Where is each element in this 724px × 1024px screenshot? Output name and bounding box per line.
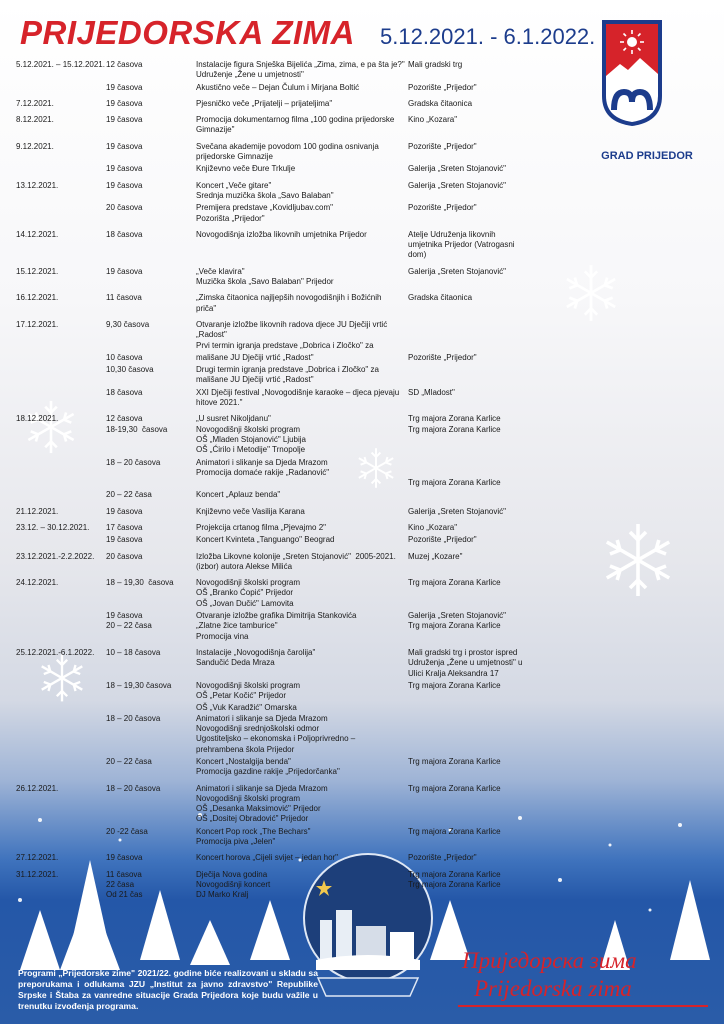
event-place: Galerija „Sreten Stojanović" (408, 164, 506, 174)
event-title: Animatori i slikanje sa Djeda Mrazom Promocija domaće rakije „Radanović" (196, 457, 330, 477)
schedule-row (16, 853, 536, 863)
event-title: Koncert horova „Cijeli svijet – jedan hor" (196, 853, 339, 863)
event-title: Novogodišnji školski program OŠ „Petar Kočić" Prijedor (196, 680, 301, 701)
event-date: 13.12.2021. (16, 180, 59, 190)
event-place: Gradska čitaonica (408, 293, 473, 303)
event-time: 19 časova (106, 82, 143, 92)
event-title: Koncert Pop rock „The Bechars" Promocija piva „Jelen" (196, 826, 311, 847)
event-date: 25.12.2021.-6.1.2022. (16, 647, 95, 657)
event-title: mališane JU Dječiji vrtić „Radost" (196, 352, 314, 362)
festival-dates: 5.12.2021. - 6.1.2022. (380, 24, 596, 49)
event-time: 20 -22 časa (106, 826, 148, 836)
schedule-row (16, 83, 536, 93)
event-title: Premijera predstave „Kovidljubav.com" Pozorišta „Prijedor" (196, 203, 333, 223)
event-title: Projekcija crtanog filma „Pjevajmo 2" (196, 522, 326, 532)
event-place: Kino „Kozara" (408, 115, 458, 125)
schedule-row (16, 293, 536, 314)
event-time: 18 – 20 časova (106, 457, 161, 467)
event-place: Pozorište „Prijedor" (408, 352, 477, 362)
event-place: Trg majora Zorana Karlice (408, 783, 501, 793)
event-title: Izložba Likovne kolonije „Sreten Stojanović" 2005-2021. (izbor) autora Alekse Milića (196, 551, 396, 571)
event-time: 19 časova (106, 535, 143, 545)
event-date: 7.12.2021. (16, 98, 54, 108)
schedule-row (16, 784, 536, 825)
event-title: „Veče klavira" Muzička škola „Savo Balaban" Prijedor (196, 266, 334, 287)
schedule-row (16, 611, 536, 642)
event-time: 10 – 18 časova (106, 647, 161, 657)
event-time: 10 časova (106, 352, 143, 362)
event-date: 21.12.2021. (16, 506, 59, 516)
event-title: Animatori i slikanje sa Djeda Mrazom Novogodišnji školski program OŠ „Desanka Maksimović" Prijedor OŠ „Dositej Obradović" Prijedor (196, 783, 328, 824)
schedule-row (16, 490, 536, 500)
event-time: 19 časova (106, 164, 143, 174)
schedule-row (16, 164, 536, 174)
event-date: 27.12.2021. (16, 853, 59, 863)
footnote: Programi „Prijedorske zime" 2021/22. godine biće realizovani u skladu sa preporukama i odlukama JZU „Institut za javno zdravstvo" Republike Srpske i Štaba za vanredne situacije Grada Prijedora koje budu važile u trenutku izvođenja programa. (18, 968, 318, 1011)
event-place: Muzej „Kozare" (408, 551, 463, 561)
event-time: 20 časova (106, 203, 143, 213)
event-time: 20 časova (106, 551, 143, 561)
event-time: 20 – 22 časa (106, 490, 152, 500)
event-place: Pozorište „Prijedor" (408, 141, 477, 151)
event-date: 16.12.2021. (16, 293, 59, 303)
event-time: 19 časova (106, 506, 143, 516)
event-title: Akustično veče – Dejan Čulum i Mirjana Boltić (196, 82, 360, 92)
event-place: Atelje Udruženja likovnih umjetnika Prijedor (Vatrogasni dom) (408, 229, 515, 260)
event-time: 12 časova 18-19,30 časova (106, 414, 168, 434)
event-time: 19 časova (106, 98, 143, 108)
event-date: 26.12.2021. (16, 783, 59, 793)
event-time: 18 časova (106, 229, 143, 239)
brand-latin: Prijedorska zima (474, 976, 632, 1001)
event-title: Promocija dokumentarnog filma „100 godina prijedorske Gimnazije" (196, 115, 395, 135)
schedule-row (16, 681, 536, 702)
event-title: Dječija Nova godina Novogodišnji koncert DJ Marko Kralj (196, 869, 271, 900)
event-date: 23.12.2021.-2.2.2022. (16, 551, 95, 561)
event-time: 11 časova (106, 293, 142, 303)
event-time: 18 – 19,30 časova (106, 680, 172, 690)
event-date: 14.12.2021. (16, 229, 59, 239)
event-time: 18 časova (106, 387, 143, 397)
event-time: 10,30 časova (106, 365, 154, 375)
event-title: „Zimska čitaonica najljepših novogodišnjih i Božićnih priča" (196, 293, 382, 313)
event-time: 12 časova (106, 60, 143, 69)
schedule-row (16, 181, 536, 202)
event-place: Mali gradski trg (408, 60, 463, 69)
city-crest-icon (600, 18, 664, 128)
schedule-row (16, 523, 536, 533)
event-title: Koncert „Nostalgija benda" Promocija gazdine rakije „Prijedorčanka" (196, 756, 340, 777)
event-time: 19 časova 20 – 22 časa (106, 611, 152, 631)
schedule-row (16, 414, 536, 455)
event-date: 9.12.2021. (16, 141, 54, 151)
schedule-row (16, 552, 536, 573)
schedule-row (16, 142, 536, 163)
schedule-row (16, 507, 536, 517)
event-time: 19 časova (106, 266, 143, 276)
event-time: 17 časova (106, 522, 143, 532)
event-place: Pozorište „Prijedor" (408, 853, 477, 863)
event-time: 18 – 20 časova (106, 783, 161, 793)
event-schedule (16, 58, 536, 901)
event-place: Trg majora Zorana Karlice (408, 826, 501, 836)
schedule-row (16, 535, 536, 545)
event-title: Instalacije figura Snješka Bijelića „Zima, zima, e pa šta je?" Udruženje „Žene u umjetnosti" (196, 60, 405, 80)
snowflake-icon (560, 262, 622, 324)
event-title: Drugi termin igranja predstave „Dobrica i Zločko" za mališane JU Dječiji vrtić „Radost" (196, 365, 379, 385)
event-date: 17.12.2021. (16, 319, 59, 329)
event-place: Galerija „Sreten Stojanović" (408, 266, 506, 276)
event-place: Gradska čitaonica (408, 98, 473, 108)
schedule-row (16, 230, 536, 261)
event-place: Trg majora Zorana Karlice Trg majora Zorana Karlice (408, 414, 501, 434)
city-name: GRAD PRIJEDOR (601, 150, 693, 162)
event-title: „U susret Nikoljdanu" Novogodišnji školski program OŠ „Mladen Stojanović" Ljubija OŠ „Ćirilo i Metodije" Trnopolje (196, 414, 307, 455)
schedule-row (16, 203, 536, 224)
event-time: 18 – 19,30 časova (106, 578, 174, 588)
schedule-row (16, 267, 536, 288)
schedule-row (16, 870, 536, 901)
schedule-row (16, 60, 536, 81)
event-title: Novogodišnji školski program OŠ „Branko Ćopić" Prijedor OŠ „Jovan Dučić" Lamovita (196, 578, 301, 608)
event-place: Mali gradski trg i prostor ispred Udruženja „Žene u umjetnosti" u Ulici Kralja Aleksandra 17 (408, 647, 523, 678)
event-title: Pjesničko veče „Prijatelji – prijateljima" (196, 98, 333, 108)
schedule-row (16, 320, 536, 351)
event-date: 31.12.2021. (16, 869, 59, 879)
event-title: Otvaranje izložbe likovnih radova djece JU Dječiji vrtić „Radost" Prvi termin igranja predstave „Dobrica i Zločko" za (196, 319, 388, 350)
event-time: 11 časova 22 časa Od 21 čas (106, 869, 143, 900)
snowflake-icon (598, 520, 678, 600)
schedule-row (16, 388, 536, 409)
event-time: 19 časova (106, 853, 143, 863)
event-title: Instalacije „Novogodišnja čarolija" Sandučić Deda Mraza (196, 647, 316, 668)
event-title: Otvaranje izložbe grafika Dimitrija Stankovića „Zlatne žice tamburice" Promocija vina (196, 611, 357, 641)
event-title: Svečana akademije povodom 100 godina osnivanja prijedorske Gimnazije (196, 141, 379, 162)
schedule-row (16, 115, 536, 136)
event-time: 20 – 22 časa (106, 756, 152, 766)
event-place: Trg majora Zorana Karlice (408, 756, 501, 766)
schedule-row (16, 578, 536, 609)
event-place: Trg majora Zorana Karlice (408, 680, 501, 690)
schedule-row (16, 99, 536, 109)
event-place: Galerija „Sreten Stojanović" (408, 506, 506, 516)
event-date: 8.12.2021. (16, 115, 54, 125)
event-place: Pozorište „Prijedor" (408, 82, 477, 92)
event-time: 19 časova (106, 180, 143, 190)
brand-cyrillic: Приједорска зима (462, 948, 637, 973)
event-place: Pozorište „Prijedor" (408, 203, 477, 213)
event-date: 18.12.2021. (16, 414, 59, 424)
event-time: 19 časova (106, 141, 143, 151)
schedule-row (16, 648, 536, 679)
schedule-row (16, 703, 536, 755)
schedule-row (16, 458, 536, 489)
event-time: 19 časova (106, 115, 143, 125)
event-title: Koncert „Aplauz benda" (196, 490, 281, 500)
event-place: Trg majora Zorana Karlice (408, 478, 501, 488)
event-time: 9,30 časova (106, 319, 150, 329)
event-title: Književno veče Đure Trkulje (196, 164, 296, 174)
event-place: Trg majora Zorana Karlice Trg majora Zorana Karlice (408, 869, 501, 889)
event-place: Trg majora Zorana Karlice (408, 578, 501, 588)
event-place: Kino „Kozara" (408, 522, 458, 532)
event-title: Novogodišnja izložba likovnih umjetnika Prijedor (196, 229, 367, 239)
schedule-row (16, 353, 536, 363)
page-title: PRIJEDORSKA ZIMA (20, 14, 355, 51)
event-title: Književno veče Vasilija Karana (196, 506, 305, 516)
event-title: Koncert Kvinteta „Tanguango" Beograd (196, 535, 335, 545)
event-place: Galerija „Sreten Stojanović" Trg majora Zorana Karlice (408, 611, 506, 631)
schedule-row (16, 827, 536, 848)
event-date: 23.12. – 30.12.2021. (16, 522, 90, 532)
event-date: 15.12.2021. (16, 266, 59, 276)
event-title: XXI Dječiji festival „Novogodišnje karaoke – djeca pjevaju hitove 2021." (196, 387, 400, 408)
event-time: 18 – 20 časova (106, 713, 161, 723)
event-title: OŠ „Vuk Karadžić" Omarska Animatori i slikanje sa Djeda Mrazom Novogodišnji srednjoškolski odmor Ugostiteljsko – ekonomska i Poljoprivredno – prehrambena škola Prijedor (196, 703, 356, 754)
brand-underline (458, 1005, 708, 1007)
event-date: 24.12.2021. (16, 578, 59, 588)
event-place: Galerija „Sreten Stojanović" (408, 180, 506, 190)
event-date: 5.12.2021. – 15.12.2021. (16, 60, 105, 69)
schedule-row (16, 757, 536, 778)
event-title: Koncert „Veče gitare" Srednja muzička škola „Savo Balaban" (196, 180, 334, 200)
event-place: SD „Mladost" (408, 387, 455, 397)
event-place: Pozorište „Prijedor" (408, 535, 477, 545)
schedule-row (16, 365, 536, 386)
